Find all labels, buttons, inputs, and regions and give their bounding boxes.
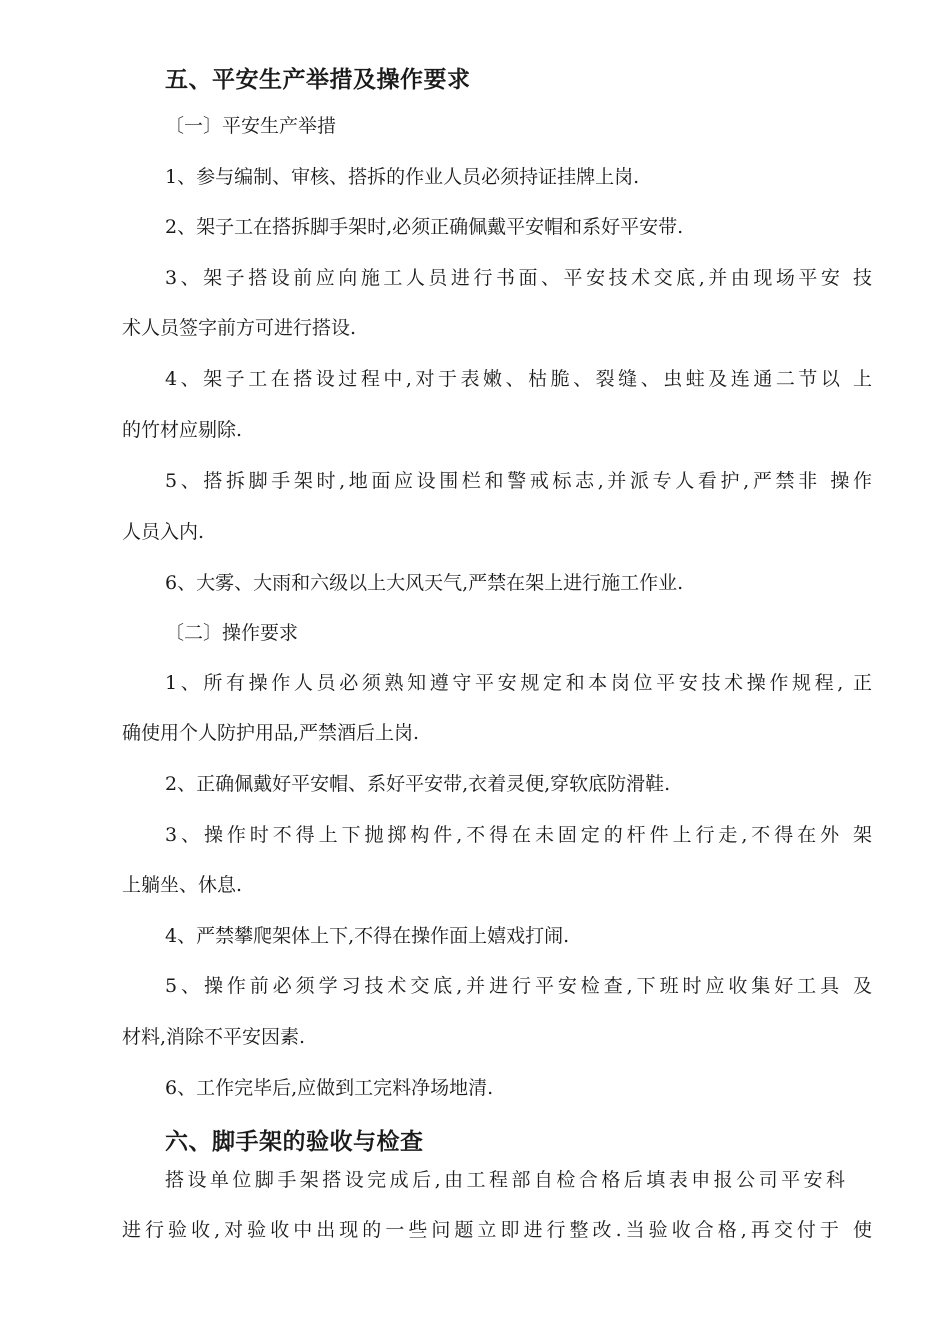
sub1-item-2: 2、架子工在搭拆脚手架时,必须正确佩戴平安帽和系好平安带. xyxy=(165,216,684,238)
sub1-item-1: 1、参与编制、审核、搭拆的作业人员必须持证挂牌上岗. xyxy=(165,166,640,188)
sub1-item-3-line-2: 术人员签字前方可进行搭设. xyxy=(122,317,357,339)
sub1-item-6: 6、大雾、大雨和六级以上大风天气,严禁在架上进行施工作业. xyxy=(165,572,684,594)
section-5-title: 五、平安生产举措及操作要求 xyxy=(165,67,471,93)
sub1-item-4-line-1: 4、架子工在搭设过程中,对于表嫩、枯脆、裂缝、虫蛀及连通二节以 上 xyxy=(165,368,872,390)
subsection-2-title: 〔二〕操作要求 xyxy=(165,622,299,644)
sub2-item-3-line-1: 3、操作时不得上下抛掷构件,不得在未固定的杆件上行走,不得在外 架 xyxy=(165,824,872,846)
sub2-item-1-line-2: 确使用个人防护用品,严禁酒后上岗. xyxy=(122,722,420,744)
sub2-item-5-line-1: 5、操作前必须学习技术交底,并进行平安检查,下班时应收集好工具 及 xyxy=(165,975,872,997)
sub2-item-1-line-1: 1、所有操作人员必须熟知遵守平安规定和本岗位平安技术操作规程, 正 xyxy=(165,672,872,694)
sub2-item-5-line-2: 材料,消除不平安因素. xyxy=(122,1026,306,1048)
sub1-item-5-line-2: 人员入内. xyxy=(122,521,205,543)
sub2-item-4: 4、严禁攀爬架体上下,不得在操作面上嬉戏打闹. xyxy=(165,925,570,947)
section-6-para-line-2: 进行验收,对验收中出现的一些问题立即进行整改.当验收合格,再交付于 使 xyxy=(122,1219,872,1241)
sub2-item-2: 2、正确佩戴好平安帽、系好平安带,衣着灵便,穿软底防滑鞋. xyxy=(165,773,671,795)
section-6-title: 六、脚手架的验收与检查 xyxy=(165,1129,424,1155)
sub1-item-5-line-1: 5、搭拆脚手架时,地面应设围栏和警戒标志,并派专人看护,严禁非 操作 xyxy=(165,470,872,492)
sub2-item-6: 6、工作完毕后,应做到工完料净场地清. xyxy=(165,1077,494,1099)
section-6-para-line-1: 搭设单位脚手架搭设完成后,由工程部自检合格后填表申报公司平安科 xyxy=(165,1169,845,1191)
sub1-item-4-line-2: 的竹材应剔除. xyxy=(122,419,243,441)
sub1-item-3-line-1: 3、架子搭设前应向施工人员进行书面、平安技术交底,并由现场平安 技 xyxy=(165,267,872,289)
subsection-1-title: 〔一〕平安生产举措 xyxy=(165,115,337,137)
sub2-item-3-line-2: 上躺坐、休息. xyxy=(122,874,243,896)
